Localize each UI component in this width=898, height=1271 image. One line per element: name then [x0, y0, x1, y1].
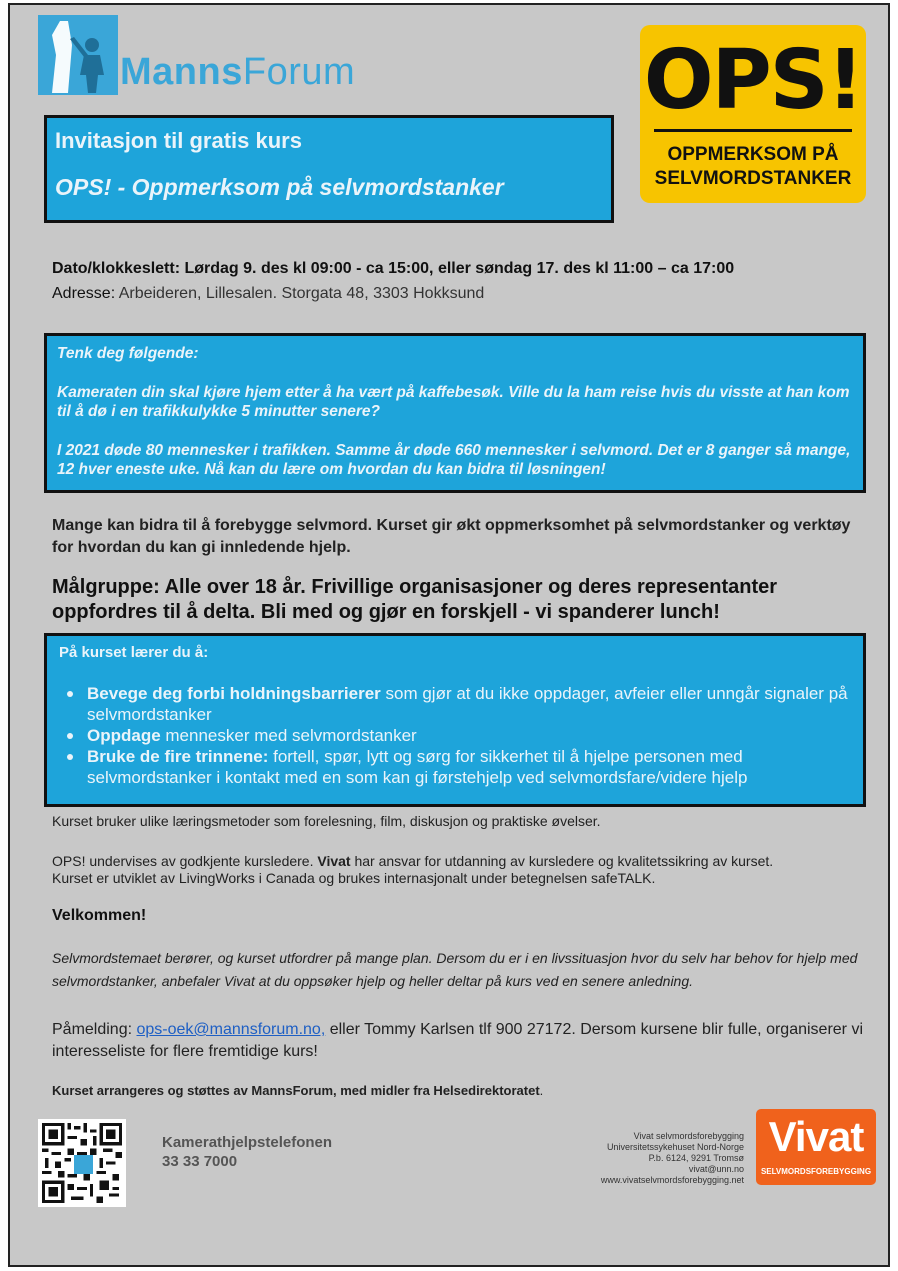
address-line: Adresse: Arbeideren, Lillesalen. Storgata 48, 3303 Hokksund	[52, 285, 485, 302]
mannsforum-logo	[38, 15, 378, 95]
vivat-address: Vivat selvmordsforebygging Universitetssykehuset Nord-Norge P.b. 6124, 9291 Tromsø vivat@unn.no www.vivatselvmordsforebygging.net	[600, 1131, 744, 1185]
helpline-info	[162, 1133, 332, 1171]
list-item: Bruke de fire trinnene: fortell, spør, lytt og sørg for sikkerhet til å hjelpe personen med selvmordstanker i kontakt med en som kan gi førstehjelp ved selvmordsfare/videre hjelp	[59, 746, 851, 788]
think-heading: Tenk deg følgende:	[57, 345, 199, 362]
instructors-text: OPS! undervises av godkjente kursledere. Vivat har ansvar for utdanning av kursledere og kvalitetssikring av kurset. Kurset er utviklet av LivingWorks i Canada og brukes internasjonalt under betegnelsen safeTALK.	[52, 853, 774, 886]
ops-logo-text: OPS!	[643, 33, 863, 128]
vivat-logo: Vivat SELVMORDSFOREBYGGING	[756, 1109, 876, 1185]
learn-box	[44, 633, 866, 807]
helpline-number: 33 33 7000	[162, 1153, 238, 1170]
qr-code[interactable]	[38, 1119, 126, 1207]
intro-paragraph: Mange kan bidra til å forebygge selvmord. Kurset gir økt oppmerksomhet på selvmordstanker og verktøy for hvordan du kan gi innledende hjelp.	[52, 517, 851, 556]
course-title: OPS! - Oppmerksom på selvmordstanker	[55, 174, 504, 200]
date-time-line: Dato/klokkeslett: Lørdag 9. des kl 09:00 - ca 15:00, eller søndag 17. des kl 11:00 – ca 17:00	[52, 260, 735, 277]
bullet-icon	[67, 733, 73, 739]
bullet-icon	[67, 754, 73, 760]
title-box	[44, 115, 614, 223]
ops-logo-subtitle: OPPMERKSOM PÅ SELVMORDSTANKER	[654, 144, 852, 189]
helpline-name: Kamerathjelpstelefonen	[162, 1134, 333, 1151]
signup-email-link[interactable]: ops-oek@mannsforum.no,	[136, 1021, 326, 1038]
think-box	[44, 333, 866, 493]
learn-list	[59, 683, 851, 788]
ops-logo-divider	[654, 129, 852, 132]
organizer-text: Kurset arrangeres og støttes av MannsForum, med midler fra Helsedirektoratet.	[52, 1083, 544, 1098]
think-paragraph: Kameraten din skal kjøre hjem etter å ha vært på kaffebesøk. Ville du la ham reise hvis du visste at han kom til å dø i en trafikkulykke 5 minutter senere?	[57, 384, 850, 420]
page-title: Invitasjon til gratis kurs	[55, 128, 302, 153]
ops-logo	[640, 25, 866, 203]
methods-text: Kurset bruker ulike læringsmetoder som forelesning, film, diskusjon og praktiske øvelser.	[52, 813, 601, 829]
mannsforum-wordmark: MannsForum	[120, 51, 356, 93]
father-child-icon	[38, 15, 118, 95]
bullet-icon	[67, 691, 73, 697]
target-group-paragraph: Målgruppe: Alle over 18 år. Frivillige organisasjoner og deres representanter oppfordres til å delta. Bli med og gjør en forskjell - vi spanderer lunch!	[52, 576, 778, 623]
list-item: Oppdage mennesker med selvmordstanker	[59, 725, 851, 746]
welcome-heading: Velkommen!	[52, 907, 147, 924]
list-item: Bevege deg forbi holdningsbarrierer som gjør at du ikke oppdager, avfeier eller unngår signaler på selvmordstanker	[59, 683, 851, 725]
flyer-page	[8, 3, 890, 1267]
disclaimer-note: Selvmordstemaet berører, og kurset utfordrer på mange plan. Dersom du er i en livssituasjon hvor du selv har behov for hjelp med selvmordstanker, anbefaler Vivat at du oppsøker hjelp og heller deltar på kurs ved en senere anledning.	[52, 950, 858, 989]
think-paragraph: I 2021 døde 80 mennesker i trafikken. Samme år døde 660 mennesker i selvmord. Det er 8 ganger så mange, 12 hver eneste uke. Nå kan du lære om hvordan du kan bidra til løsningen!	[57, 442, 851, 478]
learn-heading: På kurset lærer du å:	[59, 644, 209, 661]
signup-text: Påmelding: ops-oek@mannsforum.no, eller Tommy Karlsen tlf 900 27172. Dersom kursene blir fulle, organiserer vi interesseliste for flere fremtidige kurs!	[52, 1021, 863, 1060]
